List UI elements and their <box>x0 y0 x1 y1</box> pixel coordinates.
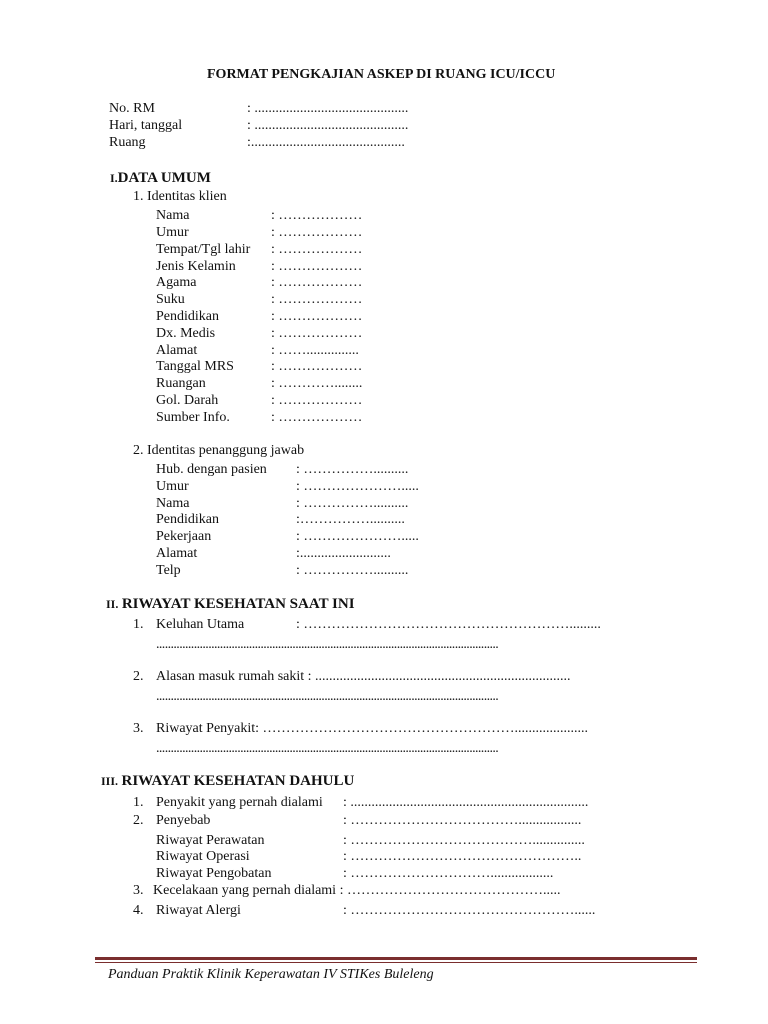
field-value: : …………………..... <box>296 479 419 494</box>
item-label: Penyakit yang pernah dialami <box>156 795 323 810</box>
item-value: : ………………………………………….. <box>343 849 582 864</box>
field-label: Suku <box>156 292 185 307</box>
item-value: : .................................................................... <box>343 795 589 810</box>
field-value: : ……………… <box>271 326 363 341</box>
field-label: Pendidikan <box>156 512 219 527</box>
subsection-identitas-klien: 1. Identitas klien <box>133 189 227 204</box>
item-number: 2. <box>133 669 144 684</box>
field-value: :.......................... <box>296 546 391 561</box>
section-data-umum-heading <box>110 170 211 187</box>
field-value: : …………….......... <box>296 462 409 477</box>
item-label: Riwayat Alergi <box>156 903 241 918</box>
field-value-ruang: :............................................ <box>247 135 405 150</box>
field-value: : ……………… <box>271 410 363 425</box>
section-riwayat-saat-ini-heading <box>106 596 355 613</box>
section-riwayat-dahulu-heading <box>101 773 354 790</box>
field-label: Hub. dengan pasien <box>156 462 267 477</box>
field-value: : ……………… <box>271 208 363 223</box>
field-label: Umur <box>156 225 189 240</box>
field-value: :…………….......... <box>296 512 405 527</box>
field-value: : ……............... <box>271 343 359 358</box>
field-label: Umur <box>156 479 189 494</box>
item-value: : ………………………………………………..................... <box>255 721 589 736</box>
item-label <box>156 669 571 685</box>
item-continuation: ...................................................................................................................... <box>156 689 499 704</box>
item-number: 1. <box>133 795 144 810</box>
section-number: III. <box>101 774 119 788</box>
field-label: Pendidikan <box>156 309 219 324</box>
item-value: : …………………………………………………......... <box>296 617 601 632</box>
field-label: Dx. Medis <box>156 326 216 341</box>
item-label-text: Riwayat Penyakit <box>156 721 256 736</box>
field-label: Tanggal MRS <box>156 359 234 374</box>
field-label: Gol. Darah <box>156 393 219 408</box>
field-value: : …………….......... <box>296 496 409 511</box>
field-label: Ruangan <box>156 376 206 391</box>
footer-text: Panduan Praktik Klinik Keperawatan IV STIKes Buleleng <box>108 967 434 982</box>
field-label: Pekerjaan <box>156 529 212 544</box>
item-number: 4. <box>133 903 144 918</box>
item-label: Riwayat Pengobatan <box>156 866 272 881</box>
item-label <box>153 883 560 899</box>
item-value: : ……………………………………..... <box>336 883 561 898</box>
item-number: 3. <box>133 883 144 898</box>
footer-divider-thick <box>95 957 697 960</box>
item-label: Riwayat Operasi <box>156 849 250 864</box>
field-label-ruang: Ruang <box>109 135 146 150</box>
field-value: : ……………… <box>271 359 363 374</box>
item-number: 1. <box>133 617 144 632</box>
field-value: : ……………… <box>271 292 363 307</box>
section-title: DATA UMUM <box>117 170 211 186</box>
item-label: Penyebab <box>156 813 211 828</box>
field-value: : …………........ <box>271 376 363 391</box>
field-label: Sumber Info. <box>156 410 230 425</box>
item-value: : ......................................................................... <box>304 669 571 684</box>
field-label: Alamat <box>156 546 198 561</box>
item-number: 3. <box>133 721 144 736</box>
field-label: Agama <box>156 275 197 290</box>
field-value: : ……………… <box>271 275 363 290</box>
field-label: Telp <box>156 563 181 578</box>
item-label: Keluhan Utama <box>156 617 245 632</box>
footer-divider-thin <box>95 962 697 963</box>
item-label-text: Kecelakaan yang pernah dialami <box>153 883 337 898</box>
field-value: : ……………… <box>271 259 363 274</box>
item-number: 2. <box>133 813 144 828</box>
item-value: : ……………………………….................. <box>343 813 582 828</box>
field-label-no-rm: No. RM <box>109 101 155 116</box>
section-title: RIWAYAT KESEHATAN DAHULU <box>121 773 355 789</box>
item-label <box>156 721 588 737</box>
section-title: RIWAYAT KESEHATAN SAAT INI <box>121 596 355 612</box>
page-title: FORMAT PENGKAJIAN ASKEP DI RUANG ICU/ICCU <box>207 67 556 82</box>
item-value: : ………………………….................. <box>343 866 554 881</box>
field-value: : ……………… <box>271 225 363 240</box>
field-label: Jenis Kelamin <box>156 259 236 274</box>
field-value-no-rm: : ............................................ <box>247 101 409 116</box>
field-label-hari-tanggal: Hari, tanggal <box>109 118 183 133</box>
item-value: : …………………………………............... <box>343 833 585 848</box>
section-number: II. <box>106 597 119 611</box>
field-label: Alamat <box>156 343 198 358</box>
field-value: : ……………… <box>271 242 363 257</box>
field-label: Nama <box>156 208 190 223</box>
field-value: : ……………… <box>271 309 363 324</box>
field-label: Nama <box>156 496 190 511</box>
item-label: Riwayat Perawatan <box>156 833 265 848</box>
item-label-text: Alasan masuk rumah sakit <box>156 669 305 684</box>
item-continuation: ...................................................................................................................... <box>156 741 499 756</box>
field-value: : …………….......... <box>296 563 409 578</box>
field-value: : ……………… <box>271 393 363 408</box>
field-label: Tempat/Tgl lahir <box>156 242 251 257</box>
item-continuation: ...................................................................................................................... <box>156 637 499 652</box>
field-value: : …………………..... <box>296 529 419 544</box>
item-value: : …………………………………………...... <box>343 903 596 918</box>
section-number: I. <box>110 171 118 185</box>
field-value-hari-tanggal: : ............................................ <box>247 118 409 133</box>
subsection-identitas-penanggung-jawab: 2. Identitas penanggung jawab <box>133 443 305 458</box>
